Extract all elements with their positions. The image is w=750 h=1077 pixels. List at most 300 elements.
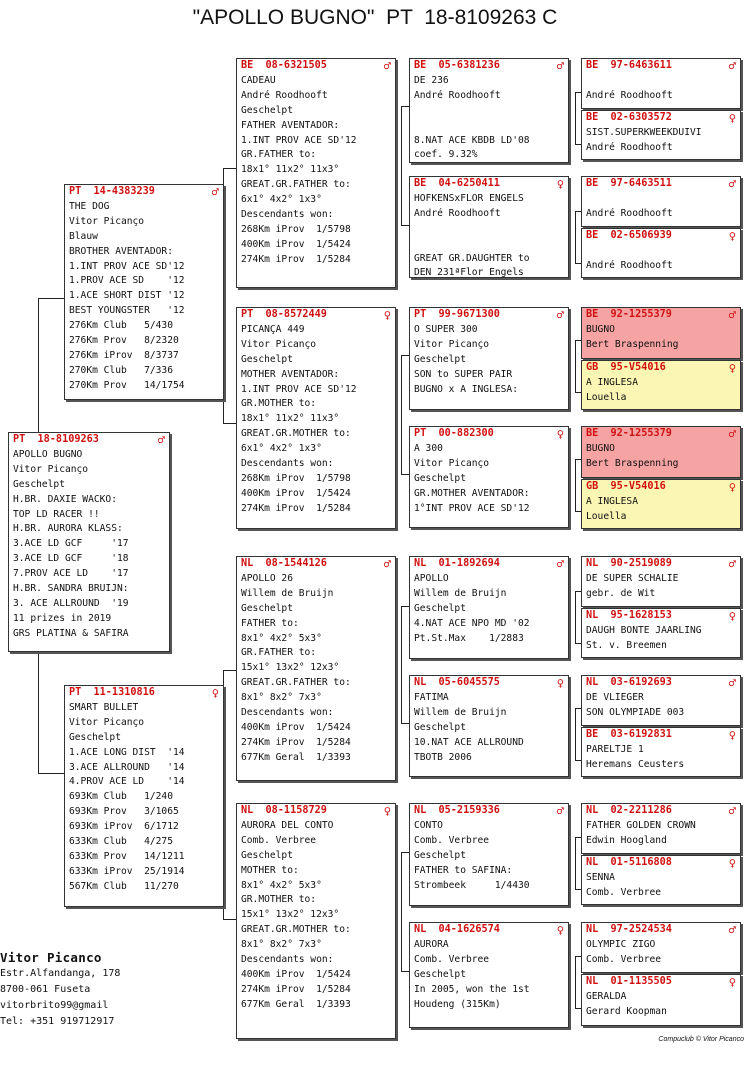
pigeon-details	[410, 191, 568, 278]
detail-line: 567Km Club 11/270	[69, 880, 179, 892]
pigeon-details	[582, 73, 740, 104]
page-title: "APOLLO BUGNO" PT 18-8109263 C	[192, 6, 558, 29]
pigeon-card-g10	[581, 608, 741, 658]
connector-line	[38, 652, 39, 774]
ring-number-text: BE 02-6303572	[586, 112, 672, 123]
detail-line: PICANÇA 449	[241, 324, 305, 335]
pigeon-card-subject	[8, 432, 170, 652]
ring-number-text: PT 08-8572449	[241, 309, 327, 320]
detail-line: André Roodhooft	[586, 141, 673, 153]
detail-line: 276Km Club 5/430	[69, 320, 173, 332]
ring-number	[582, 975, 740, 989]
ring-number-text: PT 00-882300	[414, 428, 494, 439]
detail-line: Descendants won:	[241, 954, 334, 966]
detail-line: Geschelpt	[414, 353, 466, 365]
ring-number	[237, 804, 395, 818]
detail-line: 1°INT PROV ACE SD'12	[414, 502, 530, 514]
detail-line: FATIMA	[414, 692, 449, 703]
pigeon-card-g12	[581, 727, 741, 777]
detail-line: 8x1° 8x2° 7x3°	[241, 692, 322, 704]
ring-number	[582, 804, 740, 818]
ring-number-text: NL 97-2524534	[586, 924, 672, 935]
detail-line: Geschelpt	[241, 602, 293, 614]
detail-line: Pt.St.Max 1/2883	[414, 632, 524, 644]
detail-line: GR.MOTHER to:	[241, 398, 317, 410]
detail-line: Geschelpt	[414, 968, 466, 980]
connector-line	[223, 423, 236, 424]
detail-line: SMART BULLET	[69, 702, 139, 713]
ring-number	[582, 557, 740, 571]
ring-number-text: NL 03-6192693	[586, 677, 672, 688]
ring-number	[582, 361, 740, 375]
detail-line: Willem de Bruijn	[414, 587, 507, 599]
detail-line: GREAT GR.DAUGHTER to	[414, 252, 530, 264]
detail-line: 274Km iProv 1/5284	[241, 983, 351, 995]
detail-line: CADEAU	[241, 75, 276, 86]
pigeon-details	[582, 623, 740, 654]
detail-line: 1.ACE LONG DIST '14	[69, 746, 185, 758]
male-icon: ♂	[728, 59, 736, 73]
connector-line	[401, 971, 409, 972]
detail-line: gebr. de Wit	[586, 587, 656, 599]
ring-number	[582, 480, 740, 494]
detail-line: 8.NAT ACE KBDB LD'08	[414, 134, 530, 146]
detail-line: 1.INT PROV ACE SD'12	[241, 383, 357, 395]
detail-line: Comb. Verbree	[414, 953, 490, 965]
ring-number-text: NL 04-1626574	[414, 924, 500, 935]
detail-line: Vitor Picanço	[414, 457, 490, 469]
male-icon: ♂	[383, 557, 391, 571]
ring-number	[582, 856, 740, 870]
detail-line: GR.MOTHER AVENTADOR:	[414, 487, 530, 499]
female-icon: ♀	[556, 177, 564, 191]
pigeon-card-g13	[581, 803, 741, 854]
pigeon-card-g11	[581, 675, 741, 726]
ring-number-text: NL 01-5116808	[586, 857, 672, 868]
ring-number	[237, 308, 395, 322]
footer-credit: Compuclub © Vitor Picanco	[658, 1036, 744, 1043]
detail-line: APOLLO 26	[241, 573, 293, 584]
detail-line: SENNA	[586, 872, 615, 883]
detail-line: GR.FATHER to:	[241, 647, 317, 659]
connector-line	[575, 459, 576, 512]
pigeon-details	[582, 494, 740, 525]
female-icon: ♀	[383, 804, 391, 818]
ring-number-text: NL 05-2159336	[414, 805, 500, 816]
pigeon-details	[237, 818, 395, 1013]
ring-number-text: NL 95-1628153	[586, 610, 672, 621]
ring-number-text: BE 05-6381236	[414, 60, 500, 71]
male-icon: ♂	[728, 676, 736, 690]
male-icon: ♂	[728, 177, 736, 191]
ring-number-text: PT 99-9671300	[414, 309, 500, 320]
ring-number-text: PT 14-4383239	[69, 186, 155, 197]
pigeon-details	[410, 441, 568, 516]
ring-number-text: BE 92-1255379	[586, 428, 672, 439]
detail-line: Geschelpt	[241, 353, 293, 365]
detail-line: Blauw	[69, 230, 98, 242]
detail-line: DE 236	[414, 75, 449, 86]
female-icon: ♀	[728, 361, 736, 375]
pigeon-card-g7	[581, 426, 741, 478]
detail-line: SON to SUPER PAIR	[414, 368, 513, 380]
detail-line: APOLLO BUGNO	[13, 449, 83, 460]
detail-line: 268Km iProv 1/5798	[241, 223, 351, 235]
male-icon: ♂	[211, 185, 219, 199]
ring-number	[9, 433, 169, 447]
female-icon: ♀	[728, 480, 736, 494]
detail-line	[414, 237, 564, 252]
female-icon: ♀	[728, 609, 736, 623]
pigeon-card-g1	[581, 58, 741, 109]
pigeon-card-dds	[409, 803, 569, 906]
detail-line: BEST YOUNGSTER '12	[69, 305, 185, 317]
detail-line: 6x1° 4x2° 1x3°	[241, 194, 322, 206]
detail-line: Vitor Picanço	[241, 338, 317, 350]
pigeon-card-sire-sire	[236, 58, 396, 288]
detail-line: 18x1° 11x2° 11x3°	[241, 164, 340, 176]
connector-line	[38, 298, 64, 299]
detail-line: 3. ACE ALLROUND '19	[13, 597, 129, 609]
detail-line: 1.PROV ACE SD '12	[69, 275, 185, 287]
ring-number-text: NL 05-6045575	[414, 677, 500, 688]
detail-line: 3.ACE LD GCF '17	[13, 538, 129, 550]
pigeon-details	[237, 73, 395, 268]
pigeon-details	[9, 447, 169, 642]
detail-line: GREAT.GR.MOTHER to:	[241, 428, 351, 440]
pigeon-card-g14	[581, 855, 741, 905]
pigeon-details	[65, 700, 223, 895]
detail-line: Geschelpt	[414, 849, 466, 861]
detail-line: Descendants won:	[241, 458, 334, 470]
pigeon-details	[582, 375, 740, 406]
male-icon: ♂	[728, 804, 736, 818]
connector-line	[401, 106, 402, 226]
pigeon-details	[582, 989, 740, 1020]
detail-line: 8x1° 4x2° 5x3°	[241, 632, 322, 644]
pigeon-card-g9	[581, 556, 741, 607]
detail-line: Geschelpt	[69, 731, 121, 743]
detail-line: SON OLYMPIADE 003	[586, 706, 685, 718]
pigeon-details	[582, 870, 740, 901]
detail-line: MOTHER AVENTADOR:	[241, 368, 340, 380]
detail-line: Vitor Picanço	[414, 338, 490, 350]
detail-line: 15x1° 13x2° 12x3°	[241, 909, 340, 921]
detail-line: 270Km Club 7/336	[69, 364, 173, 376]
breeder-phone: Tel: +351 919712917	[0, 1016, 115, 1027]
pigeon-card-ssd	[409, 176, 569, 278]
connector-line	[575, 708, 576, 761]
female-icon: ♀	[556, 923, 564, 937]
pigeon-details	[582, 243, 740, 274]
detail-line: 400Km iProv 1/5424	[241, 487, 351, 499]
pigeon-card-g6	[581, 360, 741, 410]
detail-line: Descendants won:	[241, 209, 334, 221]
detail-line: DEN 231ªFlor Engels	[414, 267, 524, 278]
detail-line: AURORA DEL CONTO	[241, 820, 334, 831]
ring-number-text: BE 92-1255379	[586, 309, 672, 320]
male-icon: ♂	[728, 308, 736, 322]
ring-number	[410, 923, 568, 937]
connector-line	[575, 340, 576, 393]
detail-line: Geschelpt	[13, 478, 65, 490]
male-icon: ♂	[556, 804, 564, 818]
detail-line: 4.NAT ACE NPO MD '02	[414, 617, 530, 629]
pigeon-details	[410, 322, 568, 397]
detail-line: 633Km iProv 25/1914	[69, 865, 185, 877]
ring-number	[582, 676, 740, 690]
pigeon-card-dss	[409, 556, 569, 659]
detail-line: Descendants won:	[241, 707, 334, 719]
detail-line: SIST.SUPERKWEEKDUIVI	[586, 127, 702, 138]
detail-line: 633Km Prov 14/1211	[69, 850, 185, 862]
pigeon-card-sire-dam	[236, 307, 396, 529]
pigeon-details	[410, 73, 568, 163]
detail-line: BUGNO	[586, 443, 615, 454]
detail-line: Bert Braspenning	[586, 457, 679, 469]
detail-line: GERALDA	[586, 991, 627, 1002]
detail-line: AURORA	[414, 939, 449, 950]
pigeon-card-g5	[581, 307, 741, 359]
ring-number	[582, 229, 740, 243]
connector-line	[401, 852, 402, 972]
detail-line: Vitor Picanço	[13, 463, 89, 475]
detail-line: 1.ACE SHORT DIST '12	[69, 290, 185, 302]
pigeon-details	[582, 191, 740, 222]
detail-line: 7.PROV ACE LD '17	[13, 568, 129, 580]
detail-line: H.BR. SANDRA BRUIJN:	[13, 583, 129, 595]
detail-line: GR.MOTHER to:	[241, 894, 317, 906]
breeder-contact	[0, 950, 120, 1030]
detail-line: Heremans Ceusters	[586, 758, 685, 770]
breeder-name: Vitor Picanco	[0, 950, 102, 965]
female-icon: ♀	[728, 728, 736, 742]
detail-line: Vitor Picanço	[69, 215, 145, 227]
connector-line	[223, 168, 236, 169]
detail-line: 8x1° 8x2° 7x3°	[241, 939, 322, 951]
female-icon: ♀	[556, 427, 564, 441]
ring-number-text: BE 03-6192831	[586, 729, 672, 740]
connector-line	[401, 474, 409, 475]
connector-line	[401, 355, 409, 356]
connector-line	[575, 211, 576, 264]
detail-line: 693Km iProv 6/1712	[69, 821, 179, 833]
detail-line: 4.PROV ACE LD '14	[69, 776, 185, 788]
connector-line	[401, 606, 409, 607]
detail-line: GREAT.GR.FATHER to:	[241, 179, 351, 191]
ring-number-text: BE 97-6463511	[586, 178, 672, 189]
ring-number	[582, 59, 740, 73]
detail-line: FATHER AVENTADOR:	[241, 119, 340, 131]
detail-line: 10.NAT ACE ALLROUND	[414, 736, 524, 748]
pigeon-card-dam-sire	[236, 556, 396, 781]
pigeon-card-g3	[581, 176, 741, 227]
detail-line: Willem de Bruijn	[241, 587, 334, 599]
ring-number-text: PT 11-1310816	[69, 687, 155, 698]
male-icon: ♂	[556, 308, 564, 322]
ring-number-text: NL 90-2519089	[586, 558, 672, 569]
detail-line: APOLLO	[414, 573, 449, 584]
breeder-email: vitorbrito99@gmail	[0, 1000, 109, 1011]
ring-number-text: GB 95-V54016	[586, 362, 666, 373]
pigeon-card-g4	[581, 228, 741, 278]
detail-line: 276Km Prov 8/2320	[69, 335, 179, 347]
pigeon-details	[410, 690, 568, 765]
detail-line: 11 prizes in 2019	[13, 612, 112, 624]
detail-line: 6x1° 4x2° 1x3°	[241, 443, 322, 455]
detail-line: 693Km Prov 3/1065	[69, 806, 179, 818]
detail-line: CONTO	[414, 820, 443, 831]
female-icon: ♀	[211, 686, 219, 700]
connector-line	[401, 606, 402, 724]
ring-number	[410, 177, 568, 191]
detail-line: BUGNO	[586, 324, 615, 335]
detail-line: André Roodhooft	[586, 259, 673, 271]
detail-line	[586, 74, 736, 89]
connector-line	[575, 92, 576, 145]
breeder-postcode: 8700-061 Fuseta	[0, 984, 91, 995]
detail-line: 8x1° 4x2° 5x3°	[241, 879, 322, 891]
ring-number	[237, 59, 395, 73]
ring-number-text: NL 01-1135505	[586, 976, 672, 987]
pigeon-card-dam-dam	[236, 803, 396, 1039]
ring-number-text: BE 04-6250411	[414, 178, 500, 189]
detail-line: 274Km iProv 1/5284	[241, 502, 351, 514]
connector-line	[38, 773, 64, 774]
detail-line: 15x1° 13x2° 12x3°	[241, 662, 340, 674]
detail-line: GRS PLATINA & SAFIRA	[13, 627, 129, 639]
detail-line: 633Km Club 4/275	[69, 836, 173, 848]
ring-number-text: NL 02-2211286	[586, 805, 672, 816]
male-icon: ♂	[728, 427, 736, 441]
detail-line: Louella	[586, 391, 627, 403]
detail-line: coef. 9.32%	[414, 149, 478, 161]
pigeon-card-sds	[409, 307, 569, 410]
detail-line: Geschelpt	[241, 104, 293, 116]
connector-line	[401, 106, 409, 107]
pigeon-details	[237, 571, 395, 766]
detail-line	[586, 192, 736, 207]
detail-line: André Roodhooft	[241, 89, 328, 101]
detail-line: Comb. Verbree	[414, 834, 490, 846]
pigeon-details	[237, 322, 395, 517]
connector-line	[575, 591, 576, 644]
detail-line: Comb. Verbree	[241, 834, 317, 846]
female-icon: ♀	[728, 856, 736, 870]
detail-line: André Roodhooft	[414, 207, 501, 219]
ring-number-text: PT 18-8109263	[13, 434, 99, 445]
detail-line: FATHER to SAFINA:	[414, 864, 513, 876]
female-icon: ♀	[728, 111, 736, 125]
connector-line	[38, 298, 39, 432]
pigeon-details	[582, 441, 740, 472]
ring-number-text: BE 02-6506939	[586, 230, 672, 241]
detail-line: O SUPER 300	[414, 324, 478, 335]
pigeon-details	[410, 571, 568, 646]
detail-line: Louella	[586, 510, 627, 522]
detail-line: Gerard Koopman	[586, 1005, 667, 1017]
male-icon: ♂	[157, 433, 165, 447]
detail-line: GREAT.GR.MOTHER to:	[241, 924, 351, 936]
ring-number	[582, 728, 740, 742]
female-icon: ♀	[728, 975, 736, 989]
detail-line: GREAT.GR.FATHER to:	[241, 677, 351, 689]
detail-line: 1.INT PROV ACE SD'12	[241, 134, 357, 146]
detail-line: HOFKENSxFLOR ENGELS	[414, 193, 524, 204]
detail-line: BUGNO x A INGLESA:	[414, 383, 518, 395]
pigeon-card-g8	[581, 479, 741, 529]
ring-number-text: NL 01-1892694	[414, 558, 500, 569]
detail-line: 400Km iProv 1/5424	[241, 968, 351, 980]
detail-line: Vitor Picanço	[69, 716, 145, 728]
pigeon-details	[410, 818, 568, 893]
detail-line: 268Km iProv 1/5798	[241, 472, 351, 484]
detail-line: A 300	[414, 443, 443, 454]
ring-number	[65, 686, 223, 700]
ring-number	[582, 609, 740, 623]
detail-line: Comb. Verbree	[586, 886, 662, 898]
pigeon-details	[65, 199, 223, 394]
ring-number	[410, 427, 568, 441]
male-icon: ♂	[556, 557, 564, 571]
ring-number-text: NL 08-1158729	[241, 805, 327, 816]
detail-line: 677Km Geral 1/3393	[241, 998, 351, 1010]
pigeon-details	[582, 322, 740, 353]
detail-line: Comb. Verbree	[586, 953, 662, 965]
pigeon-card-sdd	[409, 426, 569, 528]
pigeon-details	[582, 742, 740, 773]
detail-line: DAUGH BONTE JAARLING	[586, 625, 702, 636]
detail-line	[586, 244, 736, 259]
detail-line: TBOTB 2006	[414, 751, 472, 763]
detail-line: André Roodhooft	[586, 89, 673, 101]
ring-number	[410, 308, 568, 322]
pigeon-card-sire	[64, 184, 224, 400]
detail-line	[414, 119, 564, 134]
detail-line: H.BR. DAXIE WACKO:	[13, 493, 117, 505]
pigeon-card-dam	[64, 685, 224, 907]
detail-line: 274Km iProv 1/5284	[241, 736, 351, 748]
pigeon-details	[582, 818, 740, 849]
ring-number-text: NL 08-1544126	[241, 558, 327, 569]
ring-number-text: BE 08-6321505	[241, 60, 327, 71]
pigeon-card-sss	[409, 58, 569, 163]
pigeon-details	[410, 937, 568, 1012]
connector-line	[401, 225, 409, 226]
detail-line: 400Km iProv 1/5424	[241, 721, 351, 733]
ring-number	[582, 177, 740, 191]
detail-line: 693Km Club 1/240	[69, 791, 173, 803]
male-icon: ♂	[728, 557, 736, 571]
connector-line	[401, 723, 409, 724]
detail-line: MOTHER to:	[241, 864, 299, 876]
male-icon: ♂	[383, 59, 391, 73]
detail-line: 1.INT PROV ACE SD'12	[69, 260, 185, 272]
connector-line	[401, 355, 402, 475]
ring-number-text: GB 95-V54016	[586, 481, 666, 492]
breeder-address: Estr.Alfandanga, 178	[0, 968, 121, 979]
detail-line: Geschelpt	[414, 721, 466, 733]
detail-line: THE DOG	[69, 201, 110, 212]
connector-line	[575, 956, 576, 1009]
pigeon-details	[582, 690, 740, 721]
detail-line: 3.ACE ALLROUND '14	[69, 761, 185, 773]
ring-number	[410, 59, 568, 73]
ring-number-text: BE 97-6463611	[586, 60, 672, 71]
detail-line: Bert Braspenning	[586, 338, 679, 350]
detail-line: Geschelpt	[414, 602, 466, 614]
connector-line	[223, 670, 236, 671]
